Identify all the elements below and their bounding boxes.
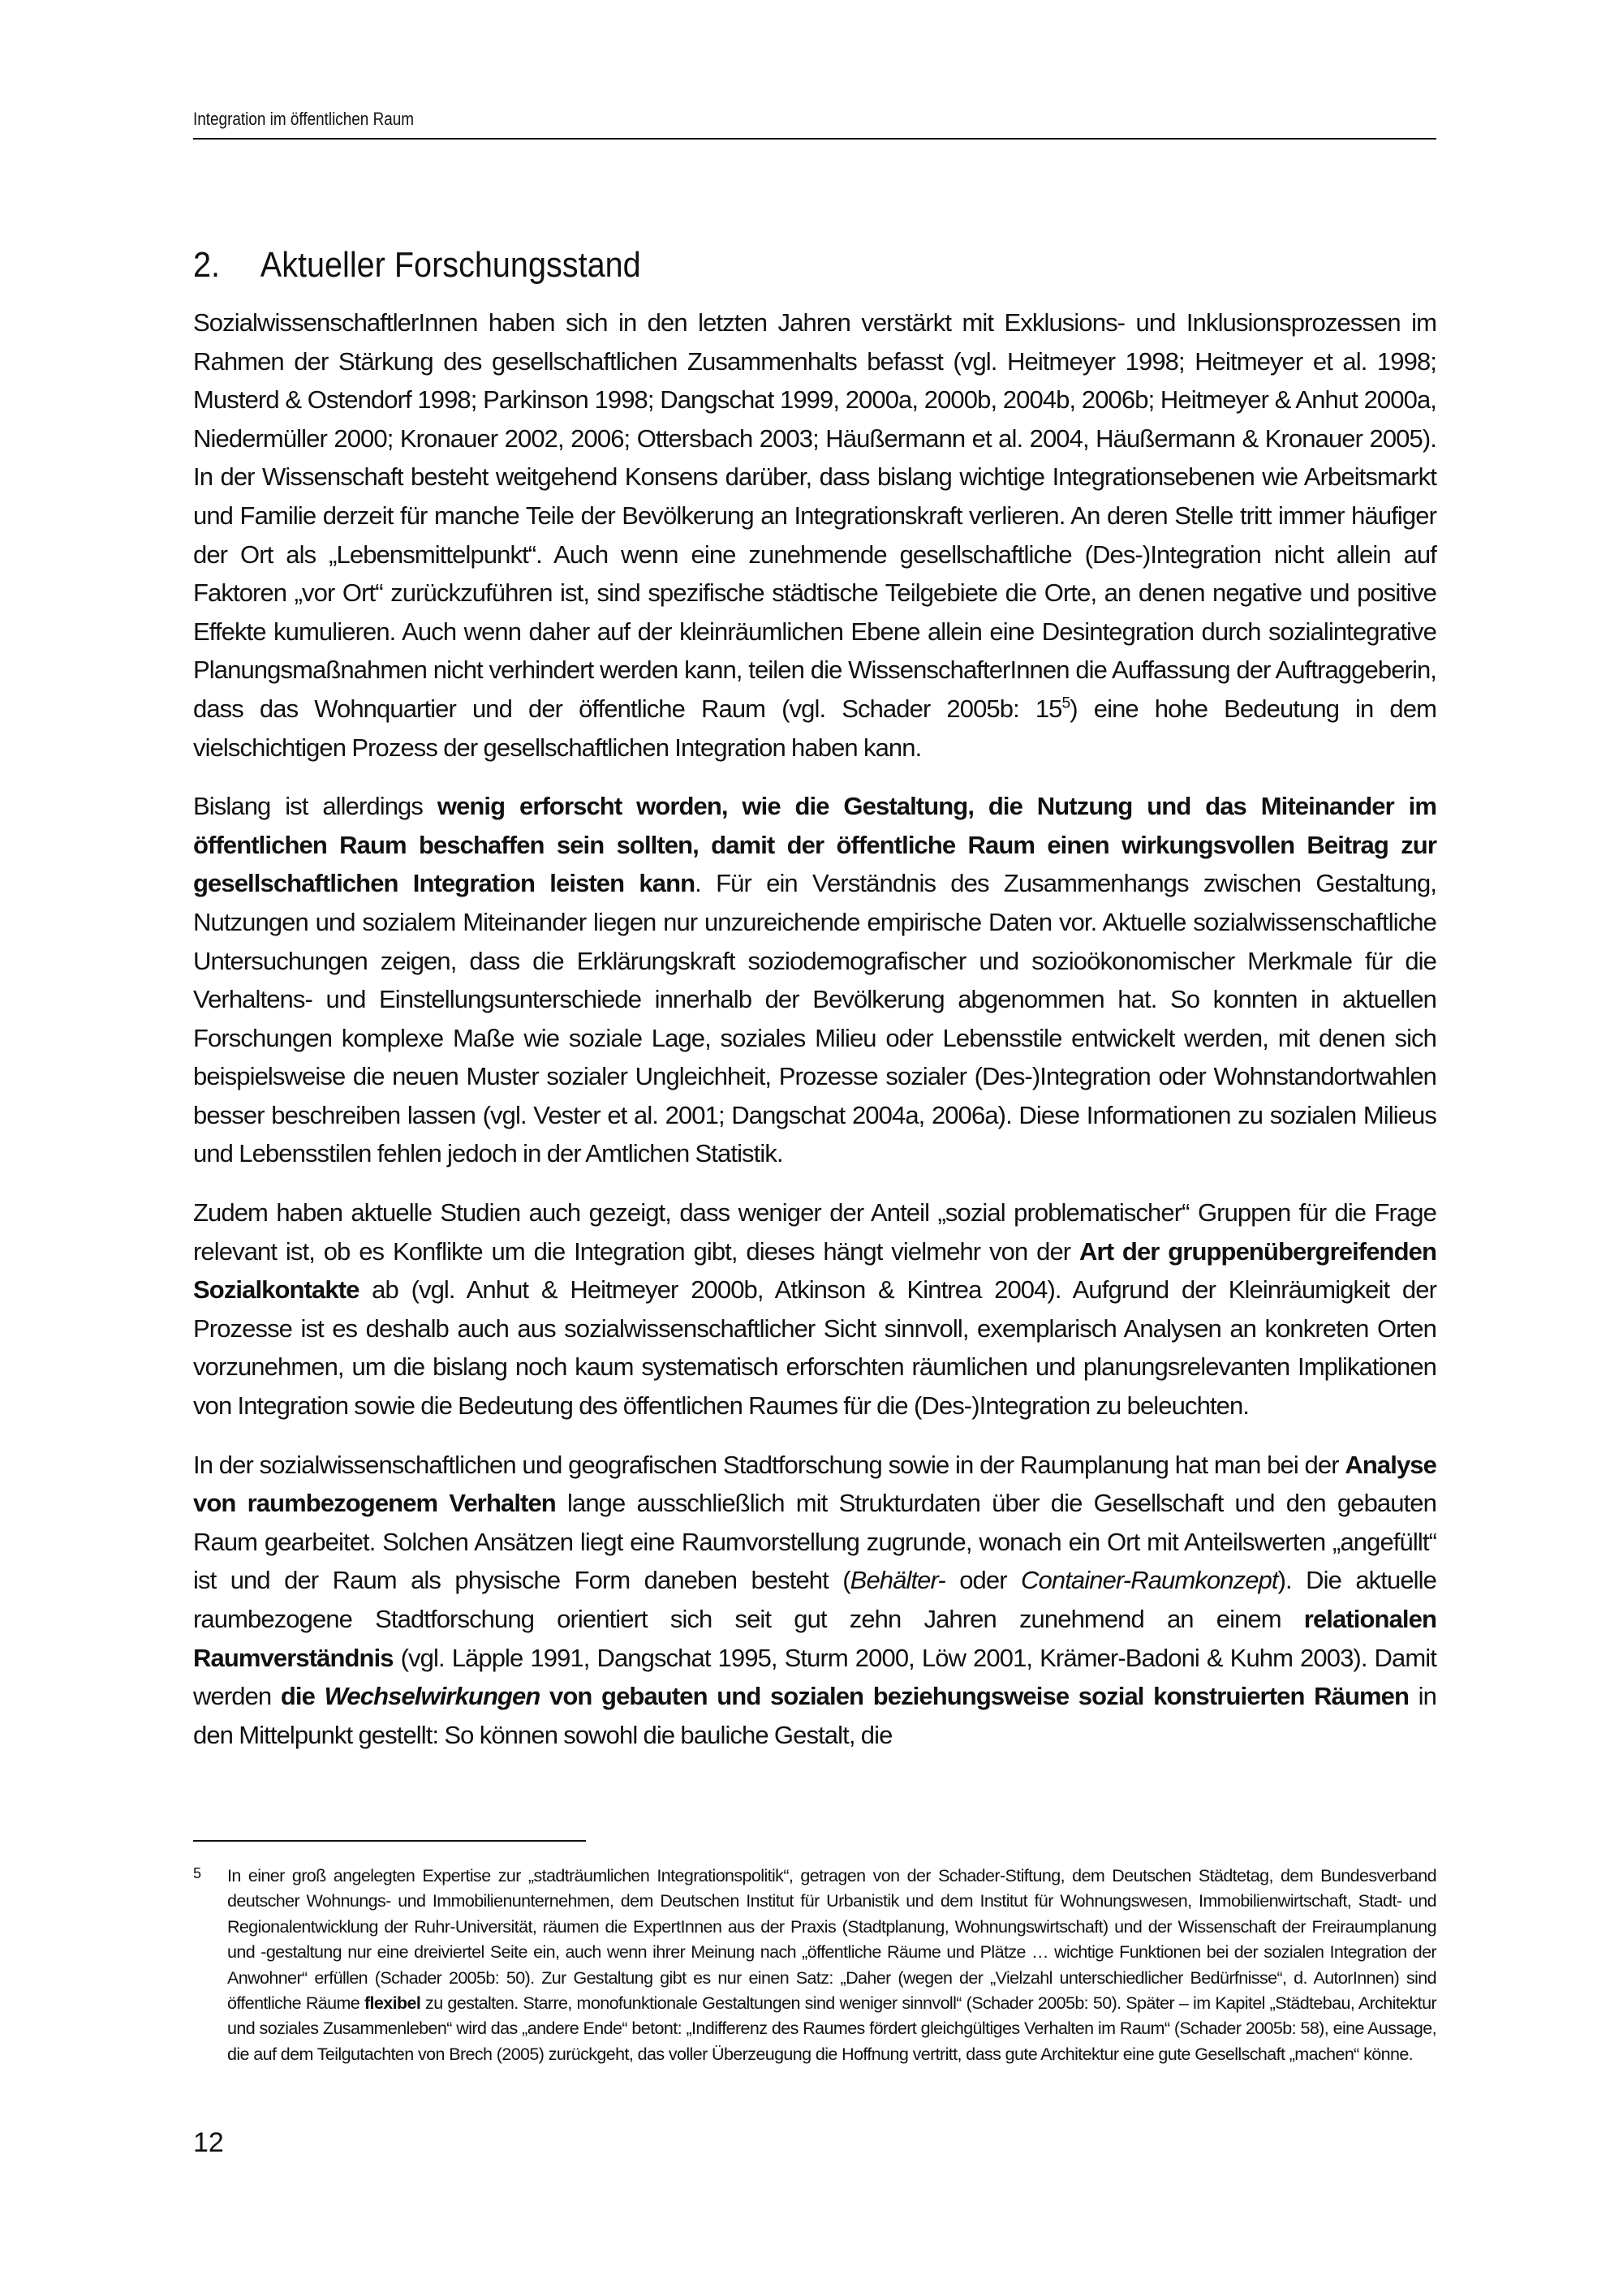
footnote-marker: 5 bbox=[193, 1865, 201, 1881]
running-header: Integration im öffentlichen Raum bbox=[193, 109, 415, 129]
footnote-emphasis: flexibel bbox=[364, 1993, 421, 2014]
paragraph-4-text-b: lange ausschließlich mit Strukturdaten über die Gesellschaft und den gebauten Raum gearbeitet. Solchen Ansätzen liegt eine Raumvorstellung zugrunde, wonach ein Ort mit Anteilswerten „angefüllt“ ist und der Raum als physische Form daneben besteht ( bbox=[193, 1489, 1436, 1595]
paragraph-4-emphasis-2: relationalen Raumverständnis bbox=[193, 1605, 1436, 1672]
paragraph-2 bbox=[193, 787, 1436, 1173]
paragraph-4-text-c: oder bbox=[945, 1566, 1022, 1595]
paragraph-4-emphasis-1: Analyse von raumbezogenem Verhalten bbox=[193, 1450, 1436, 1518]
paragraph-1 bbox=[193, 303, 1436, 767]
paragraph-3-text: Zudem haben aktuelle Studien auch gezeigt, dass weniger der Anteil „sozial problematischer“ Gruppen für die Frage relevant ist, ob es Konflikte um die Integration gibt, dieses hängt vielmehr von der bbox=[193, 1198, 1436, 1266]
section-number: 2. bbox=[193, 245, 221, 285]
footnote bbox=[193, 1864, 1436, 2067]
paragraph-4-emphasis-4: von gebauten und sozialen beziehungsweise sozial konstruierten Räumen bbox=[540, 1682, 1410, 1711]
footnote-body bbox=[227, 1864, 1436, 2067]
section-heading bbox=[193, 245, 641, 286]
paragraph-3-text-end: ab (vgl. Anhut & Heitmeyer 2000b, Atkinson & Kintrea 2004). Aufgrund der Kleinräumigkeit der Prozesse ist es deshalb auch aus sozialwissenschaftlicher Sicht sinnvoll, exemplarisch Analysen an konkreten Orten vorzunehmen, um die bislang noch kaum systematisch erforschten räumlichen und planungsrelevanten Implikationen von Integration sowie die Bedeutung des öffentlichen Raumes für die (Des-)Integration zu beleuchten. bbox=[193, 1275, 1436, 1421]
paragraph-4-text-f: in den Mittelpunkt gestellt: So können sowohl die bauliche Gestalt, die bbox=[193, 1682, 1436, 1749]
paragraph-4-italic-2: Container-Raumkonzept bbox=[1021, 1566, 1278, 1595]
paragraph-4-text-e: (vgl. Läpple 1991, Dangschat 1995, Sturm 2000, Löw 2001, Krämer-Badoni & Kuhm 2003). Damit werden bbox=[193, 1643, 1436, 1711]
paragraph-4-bold-italic bbox=[325, 1682, 540, 1710]
paragraph-2-text: Bislang ist allerdings bbox=[193, 792, 437, 821]
paragraph-4-text-a: In der sozialwissenschaftlichen und geografischen Stadtforschung sowie in der Raumplanung hat man bei der bbox=[193, 1450, 1345, 1479]
page-number: 12 bbox=[193, 2127, 224, 2158]
paragraph-1-text-end: ) eine hohe Bedeutung in dem vielschichtigen Prozess der gesellschaftlichen Integration haben kann. bbox=[193, 694, 1437, 762]
body-text bbox=[193, 303, 1436, 1754]
paragraph-1-text: SozialwissenschaftlerInnen haben sich in den letzten Jahren verstärkt mit Exklusions- und Inklusionsprozessen im Rahmen der Stärkung des gesellschaftlichen Zusammenhalts befasst (vgl. Heitmeyer 1998; Heitmeyer et al. 1998; Musterd & Ostendorf 1998; Parkinson 1998; Dangschat 1999, 2000a, 2000b, 2004b, 2006b; Heitmeyer & Anhut 2000a, Niedermüller 2000; Kronauer 2002, 2006; Ottersbach 2003; Häußermann et al. 2004, Häußermann & Kronauer 2005). In der Wissenschaft besteht weitgehend Konsens darüber, dass bislang wichtige Integrationsebenen wie Arbeitsmarkt und Familie derzeit für manche Teile der Bevölkerung an Integrationskraft verlieren. An deren Stelle tritt immer häufiger der Ort als „Lebensmittelpunkt“. Auch wenn eine zunehmende gesellschaftliche (Des-)Integration nicht allein auf Faktoren „vor Ort“ zurückzuführen ist, sind spezifische städtische Teilgebiete die Orte, an denen negative und positive Effekte kumulieren. Auch wenn daher auf der kleinräumlichen Ebene allein eine Desintegration durch sozialintegrative Planungsmaßnahmen nicht verhindert werden kann, teilen die WissenschafterInnen die Auffassung der Auftraggeberin, dass das Wohnquartier und der öffentliche Raum (vgl. Schader 2005b: 15 bbox=[193, 308, 1436, 723]
footnote-reference: 5 bbox=[1061, 694, 1070, 712]
paragraph-2-text-end: . Für ein Verständnis des Zusammenhangs zwischen Gestaltung, Nutzungen und sozialem Miteinander liegen nur unzureichende empirische Daten vor. Aktuelle sozialwissenschaftliche Untersuchungen zeigen, dass die Erklärungskraft soziodemografischer und sozioökonomischer Merkmale für die Verhaltens- und Einstellungsunterschiede innerhalb der Bevölkerung abgenommen hat. So konnten in aktuellen Forschungen komplexe Maße wie soziale Lage, soziales Milieu oder Lebensstile entwickelt werden, mit denen sich beispielsweise die neuen Muster sozialer Ungleichheit, Prozesse sozialer (Des-)Integration oder Wohnstandortwahlen besser beschreiben lassen (vgl. Vester et al. 2001; Dangschat 2004a, 2006a). Diese Informationen zu sozialen Milieus und Lebensstilen fehlen jedoch in der Amtlichen Statistik. bbox=[193, 869, 1436, 1168]
paragraph-4-emphasis-3: die bbox=[280, 1682, 325, 1711]
paragraph-4 bbox=[193, 1446, 1436, 1755]
paragraph-4-bold-italic-text: Wechselwirkungen bbox=[324, 1682, 540, 1711]
footnote-rule bbox=[193, 1840, 586, 1842]
paragraph-3-emphasis: Art der gruppenübergreifenden Sozialkontakte bbox=[193, 1236, 1437, 1305]
paragraph-2-emphasis: wenig erforscht worden, wie die Gestaltung, die Nutzung und das Miteinander im öffentlichen Raum beschaffen sein sollten, damit der öffentliche Raum einen wirkungsvollen Beitrag zur gesellschaftlichen Integration leisten kann bbox=[193, 792, 1436, 898]
paragraph-3 bbox=[193, 1193, 1436, 1425]
footnote-text-end: zu gestalten. Starre, monofunktionale Gestaltungen sind weniger sinnvoll“ (Schader 2005b: 50). Später – im Kapitel „Städtebau, Architektur und soziales Zusammenleben“ wird das „andere Ende“ betont: „Indifferenz des Raumes fördert gleichgültiges Verhalten im Raum“ (Schader 2005b: 58), eine Aussage, die auf dem Teilgutachten von Brech (2005) zurückgeht, das voller Überzeugung die Hoffnung vertritt, dass gute Architektur eine gute Gesellschaft „machen“ könne. bbox=[227, 1993, 1437, 2064]
header-rule bbox=[193, 138, 1436, 140]
paragraph-4-italic-1: Behälter- bbox=[850, 1566, 945, 1595]
footnote-text: In einer groß angelegten Expertise zur „stadträumlichen Integrationspolitik“, getragen von der Schader-Stiftung, dem Deutschen Städtetag, dem Bundesverband deutscher Wohnungs- und Immobilienunternehmen, dem Deutschen Institut für Urbanistik und dem Institut für Wohnungswesen, Immobilienwirtschaft, Stadt- und Regionalentwicklung der Ruhr-Universität, räumen die ExpertInnen aus der Praxis (Stadtplanung, Wohnungswirtschaft) und der Wissenschaft der Freiraumplanung und -gestaltung nur eine dreiviertel Seite ein, auch wenn ihrer Meinung nach „öffentliche Räume und Plätze … wichtige Funktionen bei der sozialen Integration der Anwohner“ erfüllen (Schader 2005b: 50). Zur Gestaltung gibt es nur einen Satz: „Daher (wegen der „Vielzahl unterschiedlicher Bedürfnisse“, d. AutorInnen) sind öffentliche Räume bbox=[227, 1866, 1436, 2014]
paragraph-4-text-d: ). Die aktuelle raumbezogene Stadtforschung orientiert sich seit gut zehn Jahren zunehmend an einem bbox=[193, 1566, 1436, 1633]
section-title: Aktueller Forschungsstand bbox=[260, 245, 641, 285]
